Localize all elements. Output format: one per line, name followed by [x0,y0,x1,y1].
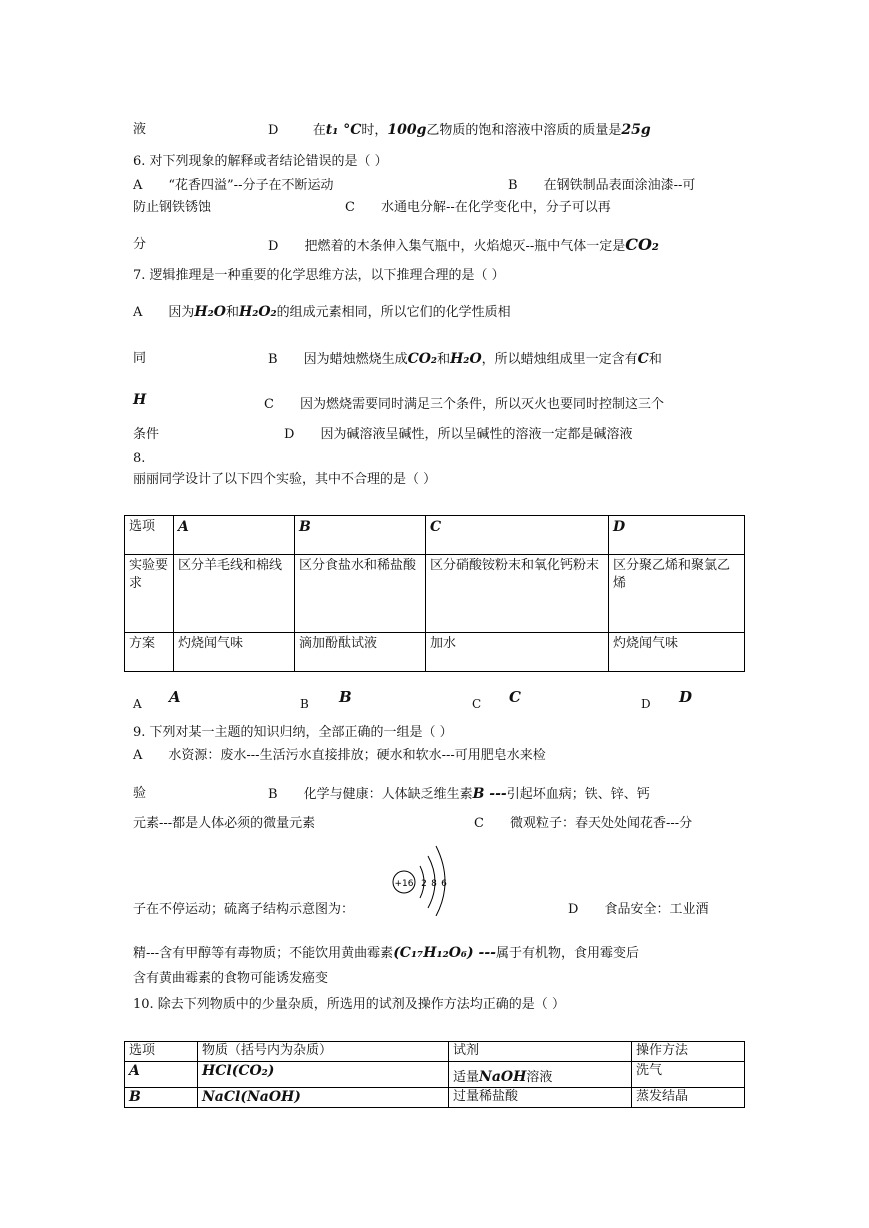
q10-stem: 10. 除去下列物质中的少量杂质，所选用的试剂及操作方法均正确的是（ ） [133,997,565,1012]
q8-option-c-letter: C [472,697,482,711]
table-header-cell: 试剂 [449,1042,632,1062]
q8-option-a-letter: A [133,697,142,711]
table-header-cell: D [609,516,745,555]
q8-option-c-value: C [509,688,521,706]
table-row [125,1088,745,1108]
q6-option-d: D 把燃着的木条伸入集气瓶中，火焰熄灭--瓶中气体一定是CO₂ [268,235,659,254]
q9-option-c: C 微观粒子：春天处处闻花香---分 [474,816,693,831]
q8-option-a-value: A [169,688,181,706]
q9-option-a-cont: 验 [133,786,147,801]
table-row [125,1042,745,1062]
option-letter: D [268,123,279,138]
q9-option-b-cont: 元素---都是人体必须的微量元素 [133,816,316,831]
q6-option-a: A “花香四溢”--分子在不断运动 [133,178,334,193]
table-header-cell: B [295,516,426,555]
q5-option-d: D 在t₁ °C时，100g乙物质的饱和溶液中溶质的质量是25g [268,122,651,138]
table-row [125,633,745,672]
q8-option-b-value: B [339,688,352,706]
q7-option-b: B 因为蜡烛燃烧生成CO₂和H₂O，所以蜡烛组成里一定含有C和 [268,351,662,367]
table-row [125,555,745,633]
table-cell: 区分硝酸铵粉末和氧化钙粉末 [426,555,609,633]
table-cell: 区分聚乙烯和聚氯乙烯 [609,555,745,633]
q10-table [124,1041,745,1108]
q8-table [124,515,745,672]
nucleus-charge: +16 [394,879,414,889]
table-cell: 适量NaOH溶液 [449,1062,632,1088]
table-header-cell: 选项 [125,516,174,555]
table-cell: 过量稀盐酸 [449,1088,632,1108]
table-header-cell: 选项 [125,1042,198,1062]
table-row-label: 实验要求 [125,555,174,633]
table-row [125,516,745,555]
q9-stem: 9. 下列对某一主题的知识归纳，全部正确的一组是（ ） [133,725,453,740]
table-cell: B [125,1088,198,1108]
q8-option-d-letter: D [641,697,651,711]
q6-option-c-cont: 分 [133,237,147,252]
table-cell: 蒸发结晶 [632,1088,745,1108]
q8-stem: 丽丽同学设计了以下四个实验，其中不合理的是（ ） [133,472,437,487]
q9-option-d-cont2: 含有黄曲霉素的食物可能诱发癌变 [133,971,329,986]
table-cell: 灼烧闻气味 [174,633,295,672]
q6-stem: 6. 对下列现象的解释或者结论错误的是（ ） [133,154,388,169]
table-cell: 区分食盐水和稀盐酸 [295,555,426,633]
table-cell: NaCl(NaOH) [198,1088,449,1108]
table-cell: 区分羊毛线和棉线 [174,555,295,633]
sulfur-ion-structure-diagram [390,842,456,916]
q7-option-c: C 因为燃烧需要同时满足三个条件，所以灭火也要同时控制这三个 [264,397,664,412]
q9-option-d: D 食品安全：工业酒 [568,902,709,917]
q7-option-c-cont: 条件 [133,427,160,442]
table-cell: HCl(CO₂) [198,1062,449,1088]
q8-number: 8. [133,451,146,466]
q8-option-b-letter: B [300,697,309,711]
q6-option-c: C 水通电分解--在化学变化中，分子可以再 [345,200,611,215]
q7-option-a: A 因为H₂O和H₂O₂的组成元素相同，所以它们的化学性质相 [133,304,511,320]
table-cell: 洗气 [632,1062,745,1088]
shell-count-1: 2 [421,879,427,889]
table-cell: A [125,1062,198,1088]
table-cell: 灼烧闻气味 [609,633,745,672]
q9-option-b: B 化学与健康：人体缺乏维生素B ---引起坏血病；铁、锌、钙 [268,786,650,802]
q6-option-b-cont: 防止钢铁锈蚀 [133,200,212,215]
q8-option-d-value: D [679,688,693,706]
shell-count-3: 6 [441,879,447,889]
table-header-cell: 物质（括号内为杂质） [198,1042,449,1062]
table-row [125,1062,745,1088]
table-header-cell: C [426,516,609,555]
q9-option-a: A 水资源：废水---生活污水直接排放；硬水和软水---可用肥皂水来检 [133,748,546,763]
q7-stem: 7. 逻辑推理是一种重要的化学思维方法，以下推理合理的是（ ） [133,268,505,283]
shell-count-2: 8 [431,879,437,889]
table-cell: 滴加酚酞试液 [295,633,426,672]
q5-option-c-tail: 液 [133,122,147,137]
q6-option-b: B 在钢铁制品表面涂油漆--可 [508,178,696,193]
q9-option-d-cont: 精---含有甲醇等有毒物质；不能饮用黄曲霉素(C₁₇H₁₂O₆) ---属于有机物，食用霉变后 [133,945,639,961]
q9-option-c-cont: 子在不停运动；硫离子结构示意图为： [133,902,355,917]
table-header-cell: A [174,516,295,555]
table-row-label: 方案 [125,633,174,672]
q7-option-d: D 因为碱溶液呈碱性，所以呈碱性的溶液一定都是碱溶液 [284,427,633,442]
table-header-cell: 操作方法 [632,1042,745,1062]
q7-option-a-cont: 同 [133,351,147,366]
q7-option-b-cont: H [133,392,147,408]
table-cell: 加水 [426,633,609,672]
